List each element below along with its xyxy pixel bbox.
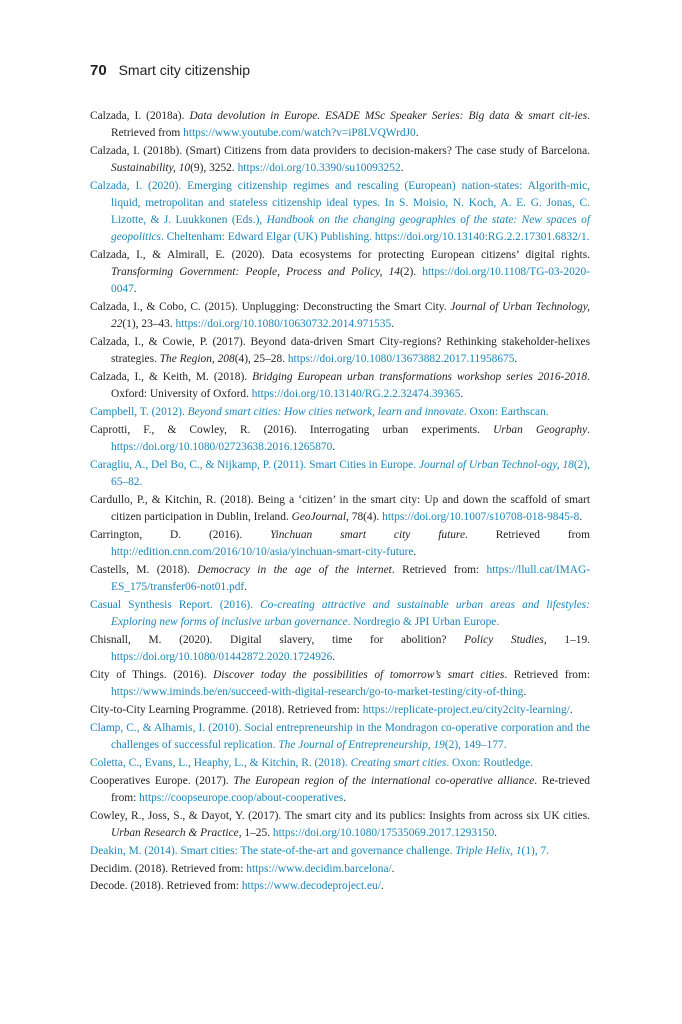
reference-title: Policy Studies <box>464 633 544 646</box>
reference-text: Calzada, I., & Almirall, E. (2020). Data ecosystems for protecting European citizens’ digital rights. <box>90 249 590 262</box>
reference-entry <box>90 755 590 772</box>
reference-text: City-to-City Learning Programme. (2018). Retrieved from: <box>90 703 363 716</box>
reference-title: Sustainability, 10 <box>111 162 191 175</box>
reference-title: Discover today the possibilities of tomorrow’s smart cities <box>213 668 505 681</box>
reference-text: . Nordregio & JPI Urban Europe. <box>347 616 500 629</box>
reference-text: . Cheltenham: Edward Elgar (UK) Publishing. <box>160 231 375 244</box>
reference-text: Calzada, I. (2020). Emerging citizenship regimes and rescaling (European) nation-states: Algorith-mic, liquid, metropolitan and stateless citizenship ideal types. In S. Moisio, N. Koch, A. E. G. Jonas, C. Lizotte, & J. Luukkonen (Eds.), <box>90 179 590 227</box>
reference-text: Cardullo, P., & Kitchin, R. (2018). Being a ‘citizen’ in the smart city: Up and down the scaffold of smart citizen participation in Dublin, Ireland. <box>90 494 590 524</box>
reference-text: . Retrieved from <box>465 529 590 542</box>
reference-text: . <box>460 388 464 401</box>
reference-text: Calzada, I., & Cobo, C. (2015). Unplugging: Deconstructing the Smart City. <box>90 301 451 314</box>
reference-entry <box>90 247 590 298</box>
reference-text: . Retrieved from: <box>504 668 590 681</box>
reference-link[interactable]: http://edition.cnn.com/2016/10/10/asia/yinchuan-smart-city-future <box>111 546 414 559</box>
reference-text: Deakin, M. (2014). Smart cities: The state-of-the-art and governance challenge. <box>90 844 456 857</box>
reference-entry <box>90 861 590 878</box>
reference-text: . <box>415 127 419 140</box>
reference-text: (2). <box>400 266 423 279</box>
reference-entry <box>90 773 590 807</box>
reference-text: Calzada, I. (2018b). (Smart) Citizens from data providers to decision-makers? The case study of Barcelona. <box>90 144 590 157</box>
reference-text: . Retrieved from: <box>391 564 487 576</box>
reference-entry <box>90 720 590 754</box>
reference-link[interactable]: https://www.youtube.com/watch?v=iP8LVQWrdJ0 <box>183 127 416 140</box>
reference-text: (2), 149–177. <box>444 738 507 751</box>
reference-entry <box>90 108 590 142</box>
reference-text: . <box>579 511 583 524</box>
reference-text: . <box>332 651 336 664</box>
reference-title: Urban Geography <box>493 424 588 437</box>
reference-link[interactable]: https://doi.org/10.13140/RG.2.2.32474.39365 <box>251 388 461 401</box>
reference-text: Cowley, R., Joss, S., & Dayot, Y. (2017). The smart city and its publics: Insights from across six UK cities. <box>90 809 590 822</box>
reference-title: Co-creating attractive and sustainable urban areas and lifestyles: Exploring new forms of inclusive urban governance <box>111 598 590 629</box>
reference-text: . <box>343 791 347 804</box>
reference-text: Castells, M. (2018). <box>90 564 198 576</box>
reference-title: Journal of Urban Technology, 22 <box>111 301 590 331</box>
reference-text: . <box>133 283 137 296</box>
reference-text: , 78(4). <box>346 511 383 524</box>
reference-text: Casual Synthesis Report. (2016). <box>90 598 261 611</box>
reference-link[interactable]: https://doi.org/10.1080/13673882.2017.11958675 <box>287 353 515 366</box>
reference-text: , 1–25. <box>238 826 273 839</box>
reference-text: . <box>523 686 527 699</box>
reference-text: . Oxon: Routledge. <box>446 756 534 769</box>
reference-text: (1), 7. <box>521 844 550 857</box>
reference-entry <box>90 843 590 860</box>
reference-link[interactable]: https://doi.org/10.13140:RG.2.2.17301.6832/1 <box>374 231 587 244</box>
reference-entry <box>90 334 590 368</box>
reference-title: Bridging European urban transformations workshop series 2016-2018 <box>252 371 588 384</box>
reference-entry <box>90 702 590 719</box>
reference-text: . <box>332 441 336 454</box>
reference-text: . <box>244 581 248 594</box>
reference-text: Clamp, C., & Alhamis, I. (2010). Social entrepreneurship in the Mondragon co-operative corporation and the challenges of successful replication. <box>90 721 590 751</box>
reference-text: Coletta, C., Evans, L., Heaphy, L., & Kitchin, R. (2018). <box>90 756 351 769</box>
reference-title: Handbook on the changing geographies of the state: New spaces of geopolitics <box>111 214 590 244</box>
reference-title: Democracy in the age of the internet <box>197 564 392 576</box>
reference-text: . Re-trieved from: <box>111 774 590 804</box>
reference-title: The Region, 208 <box>159 353 235 366</box>
reference-title: Beyond smart cities: How cities network, learn and innovate <box>187 406 464 419</box>
reference-entry <box>90 562 590 596</box>
reference-text: Caragliu, A., Del Bo, C., & Nijkamp, P. (2011). Smart Cities in Europe. <box>90 459 419 472</box>
reference-link[interactable]: https://doi.org/10.1080/02723638.2016.1265870 <box>111 441 333 454</box>
reference-text: (1), 23–43. <box>122 318 176 331</box>
reference-text: . Oxon: Earthscan. <box>463 406 549 419</box>
reference-link[interactable]: https://doi.org/10.1080/17535069.2017.1293150 <box>272 826 495 839</box>
reference-title: The Journal of Entrepreneurship, 19 <box>278 738 445 751</box>
reference-entry <box>90 178 590 246</box>
reference-text: . <box>494 826 498 839</box>
reference-text: . <box>587 424 591 437</box>
reference-link[interactable]: https://doi.org/10.1108/TG-03-2020-0047 <box>111 266 590 296</box>
reference-link[interactable]: https://www.decodeproject.eu/ <box>241 880 381 893</box>
reference-text: (4), 25–28. <box>234 353 288 366</box>
reference-title: Data devolution in Europe. ESADE MSc Speaker Series: Big data & smart cit-ies <box>189 110 588 122</box>
reference-text: . <box>413 546 417 559</box>
reference-text: Decidim. (2018). Retrieved from: <box>90 862 247 875</box>
reference-entry <box>90 808 590 842</box>
reference-entry <box>90 667 590 701</box>
reference-text: Campbell, T. (2012). <box>90 406 188 419</box>
reference-text: . <box>380 880 384 893</box>
reference-entry <box>90 404 590 421</box>
reference-text: (9), 3252. <box>190 162 238 175</box>
reference-title: Transforming Government: People, Process and Policy, 14 <box>111 266 400 279</box>
reference-text: Chisnall, M. (2020). Digital slavery, time for abolition? <box>90 633 465 646</box>
reference-text: . <box>514 353 518 366</box>
reference-text: Calzada, I., & Cowie, P. (2017). Beyond data-driven Smart City-regions? Rethinking stakeholder-helixes strategies. <box>90 336 590 366</box>
reference-link[interactable]: https://www.iminds.be/en/succeed-with-digital-research/go-to-market-testing/city-of-thing <box>111 686 524 699</box>
reference-text: Cooperatives Europe. (2017). <box>90 774 234 787</box>
reference-text: Calzada, I., & Keith, M. (2018). <box>90 371 253 384</box>
reference-link[interactable]: https://doi.org/10.1080/10630732.2014.971535 <box>175 318 392 331</box>
running-title: Smart city citizenship <box>118 62 251 78</box>
reference-link[interactable]: https://llull.cat/IMAG-ES_175/transfer06-not01.pdf <box>111 564 590 594</box>
reference-title: The European region of the international co-operative alliance <box>233 774 535 787</box>
running-header <box>90 62 250 79</box>
reference-entry <box>90 527 590 561</box>
reference-title: Triple Helix, 1 <box>455 844 522 857</box>
reference-text: . <box>400 162 404 175</box>
reference-link[interactable]: https://doi.org/10.3390/su10093252 <box>237 162 401 175</box>
reference-text: . Retrieved from <box>111 110 590 140</box>
reference-text: (2), 65–82. <box>111 459 591 489</box>
reference-entry <box>90 632 590 666</box>
reference-entry <box>90 878 590 895</box>
reference-title: Journal of Urban Technol-ogy, 18 <box>418 459 574 472</box>
reference-title: Creating smart cities <box>350 756 447 769</box>
reference-entry <box>90 422 590 456</box>
reference-list <box>90 108 590 896</box>
reference-text: Calzada, I. (2018a). <box>90 110 190 122</box>
reference-text: Carrington, D. (2016). <box>90 529 271 542</box>
reference-link[interactable]: https://replicate-project.eu/city2city-learning/ <box>362 703 570 716</box>
reference-entry <box>90 597 590 631</box>
reference-title: Urban Research & Practice <box>111 826 239 839</box>
reference-text: , 1–19. <box>543 633 590 646</box>
reference-text: City of Things. (2016). <box>90 668 214 681</box>
reference-title: Yinchuan smart city future <box>270 529 465 542</box>
reference-text: Decode. (2018). Retrieved from: <box>90 880 242 893</box>
reference-link[interactable]: https://doi.org/10.1007/s10708-018-9845-8 <box>382 511 580 524</box>
reference-link[interactable]: https://www.decidim.barcelona/ <box>246 862 392 875</box>
reference-text: Caprotti, F., & Cowley, R. (2016). Interrogating urban experiments. <box>90 424 494 437</box>
reference-entry <box>90 457 590 491</box>
reference-text: . Oxford: University of Oxford. <box>111 371 590 401</box>
reference-link[interactable]: https://coopseurope.coop/about-cooperatives <box>139 791 344 804</box>
reference-text: . <box>569 703 573 716</box>
reference-entry <box>90 369 590 403</box>
reference-entry <box>90 143 590 177</box>
reference-text: . <box>391 862 395 875</box>
reference-text: . <box>586 231 590 244</box>
reference-link[interactable]: https://doi.org/10.1080/01442872.2020.1724926 <box>111 651 333 664</box>
reference-text: . <box>391 318 394 331</box>
reference-title: GeoJournal <box>291 511 347 524</box>
reference-entry <box>90 492 590 526</box>
page-number: 70 <box>90 62 107 79</box>
reference-entry <box>90 299 590 333</box>
